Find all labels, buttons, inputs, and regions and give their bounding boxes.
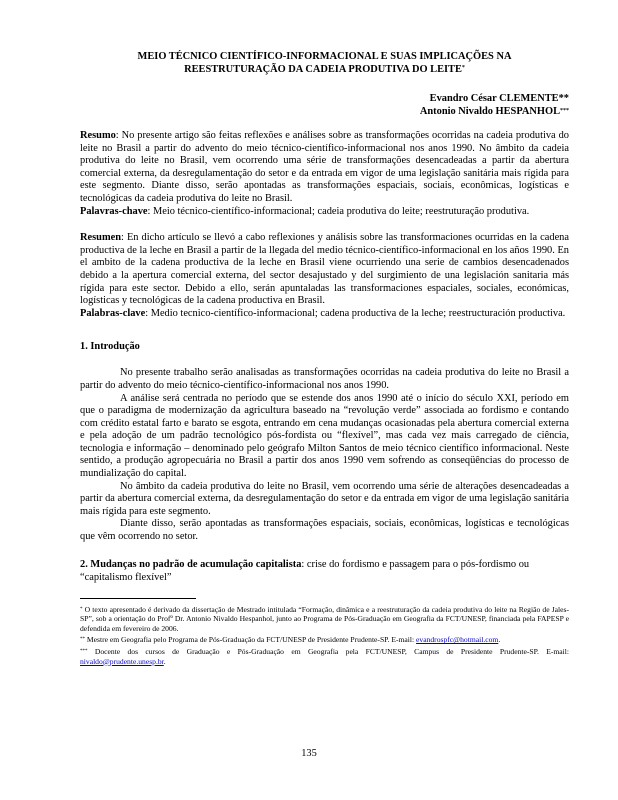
email-link[interactable]: evandrospfc@hotmail.com	[416, 635, 499, 645]
author-name: Antonio Nivaldo HESPANHOL	[419, 106, 560, 117]
footnotes	[80, 605, 569, 667]
abstract-spanish	[80, 232, 569, 320]
keywords: Palavras-chave: Meio técnico-científico-informacional; cadeia produtiva do leite; reestruturação produtiva.	[80, 205, 530, 217]
paragraph: No presente trabalho serão analisadas as transformações ocorridas na cadeia produtiva do leite no Brasil a partir do advento do meio técnico-científico-informacional nos anos 1990.	[80, 367, 569, 391]
footnote-divider	[80, 598, 196, 599]
title-line-2: REESTRUTURAÇÃO DA CADEIA PRODUTIVA DO LEITE	[184, 64, 462, 75]
abstract-label: Resumo	[80, 130, 116, 141]
section-2-heading: 2. Mudanças no padrão de acumulação capitalista: crise do fordismo e passagem para o pós-fordismo ou “capitalismo flexível”	[80, 558, 530, 583]
paragraph: No âmbito da cadeia produtiva do leite no Brasil, vem ocorrendo uma série de alterações desencadeadas a partir da abertura comercial externa, da desregulamentação do setor e da entrada em vigor de uma legislação sanitária mais rígida para este segmento.	[80, 480, 569, 517]
title-footnote-marker[interactable]: *	[461, 65, 465, 71]
author-2	[80, 105, 569, 118]
abstract-text: Resumen: En dicho artículo se llevó a cabo reflexiones y análisis sobre las transformaciones ocurridas en la cadena productiva de la leche en Brasil a partir de la llegada del medio técnico-científico-informacional en los años 1990. En el ambito de la cadena productiva de la leche en Brasil viene ocurriendo una serie de cambios desencadenados debido a la apertura comercial externa, del sector desajustado y del surgimiento de una legislación sanitaria más rígida para este sector. Debido a ello, serán apuntaladas las transformaciones espaciales, sociales, económicas, logísticas y tecnológicas de la cadena productiva en Brasil.	[80, 232, 569, 307]
footnote: ** Mestre em Geografia pelo Programa de Pós-Graduação da FCT/UNESP de Presidente Prudente-SP. E-mail: evandrospfc@hotmail.com.	[80, 635, 501, 645]
paragraph: Diante disso, serão apontadas as transformações espaciais, sociais, econômicas, logísticas e tecnológicas que vêm ocorrendo no setor.	[80, 518, 569, 543]
keywords-label: Palabras-clave	[80, 307, 146, 319]
footnote: *** Docente dos cursos de Graduação e Pós-Graduação em Geografia pela FCT/UNESP, Campus de Presidente Prudente-SP. E-mail: nivaldo@prudente.unesp.br.	[80, 647, 569, 666]
paper-title	[80, 50, 569, 76]
author-list	[80, 92, 569, 118]
title-line-1: MEIO TÉCNICO CIENTÍFICO-INFORMACIONAL E SUAS IMPLICAÇÕES NA	[137, 51, 512, 62]
author-footnote-marker[interactable]: ***	[560, 108, 569, 114]
paragraph: A análise será centrada no período que se estende dos anos 1990 até o início do século XXI, período em que o paradigma de modernização da agricultura baseado na “revolução verde” associada ao fordismo e contando com crédito estatal farto e barato se esgota, entrando em cena mudanças ocasionadas pela abertura comercial externa e pela adoção de um padrão tecnológico pós-fordista ou “flexível”, mas cada vez mais carregado de ciência, tecnologia e informação – denominado pelo geógrafo Milton Santos de meio técnico científico informacional. Neste sentido, a produção agropecuária no Brasil a partir dos anos 1990 vem sofrendo as conseqüências do processo de mundialização do capital.	[80, 392, 569, 480]
author-name: Evandro César CLEMENTE	[429, 93, 559, 104]
footnote: * O texto apresentado é derivado da dissertação de Mestrado intitulada “Formação, dinâmica e a reestruturação da cadeia produtiva do leite na Região de Jales-SP”, sob a orientação do Profº Dr. Antonio Nivaldo Hespanhol, junto ao Programa de Pós-Graduação em Geografia da FCT/UNESP, financiada pela FAPESP e defendida em fevereiro de 2006.	[80, 604, 569, 633]
page-number: 135	[301, 748, 317, 759]
abstract-text: Resumo: No presente artigo são feitas reflexões e análises sobre as transformações ocorridas na cadeia produtiva do leite no Brasil a partir do advento do meio técnico-científico-informacional nos anos 1990. No âmbito da cadeia produtiva do leite no Brasil, vem ocorrendo uma série de transformações desencadeadas a partir da abertura comercial externa, da desregulamentação do setor e da entrada em vigor de uma legislação sanitária mais rígida para este segmento. Diante disso, serão apontadas as transformações espaciais, sociais, econômicas, logísticas e tecnológicas da cadeia produtiva do leite no Brasil.	[80, 130, 569, 204]
author-1	[80, 92, 569, 105]
section-1-body	[80, 367, 569, 543]
author-footnote-marker[interactable]: **	[558, 93, 569, 104]
keywords-label: Palavras-chave	[80, 205, 148, 217]
keywords: Palabras-clave: Medio tecnico-científico-informacional; cadena productiva de la leche; reestructuración productiva.	[80, 307, 566, 319]
abstract-portuguese	[80, 130, 569, 218]
abstract-label: Resumen	[80, 232, 121, 244]
email-link[interactable]: nivaldo@prudente.unesp.br	[80, 656, 164, 666]
section-1-heading: 1. Introdução	[80, 341, 140, 353]
